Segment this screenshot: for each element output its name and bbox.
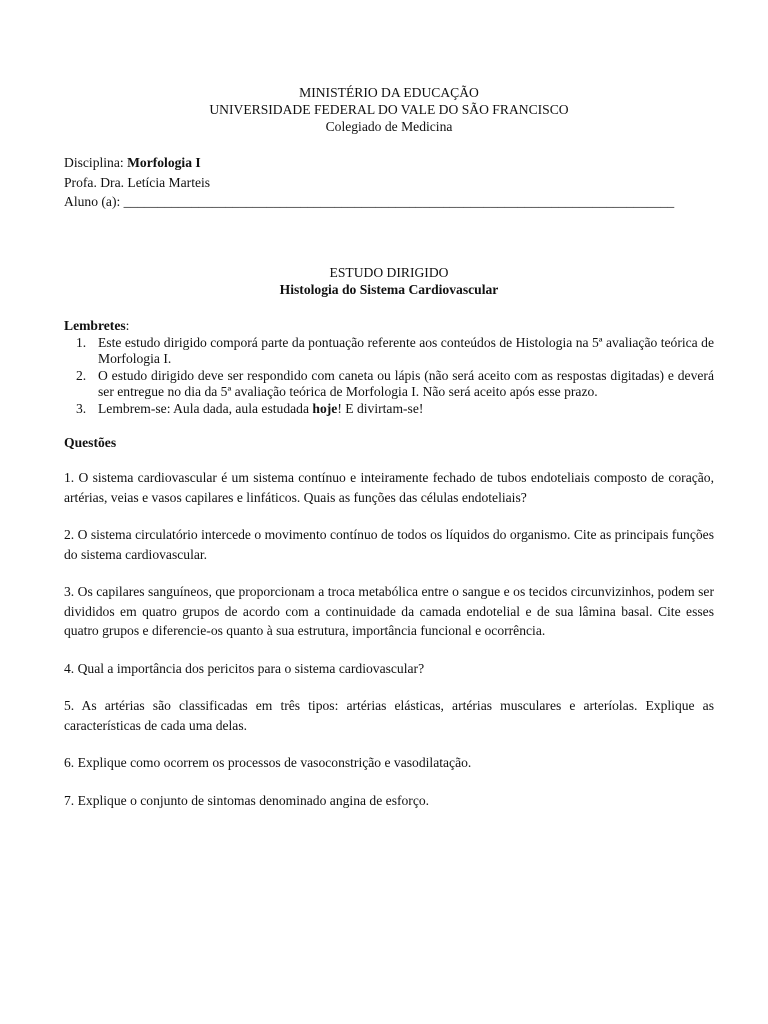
question-item: 6. Explique como ocorrem os processos de vasoconstrição e vasodilatação. <box>64 755 472 770</box>
question-item: 2. O sistema circulatório intercede o movimento contínuo de todos os líquidos do organismo. Cite as principais funções do sistema cardiovascular. <box>64 527 714 562</box>
reminder-number: 2. <box>76 367 87 383</box>
questions-heading: Questões <box>64 435 117 450</box>
reminder-text-before: Lembrem-se: Aula dada, aula estudada <box>98 400 313 416</box>
question-item: 3. Os capilares sanguíneos, que proporcionam a troca metabólica entre o sangue e os tecidos circunvizinhos, podem ser divididos em quatro grupos de acordo com a continuidade da camada endotelial e de sua lâmina basal. Cite esses quatro grupos e diferencie-os quanto à sua estrutura, importância funcional e ocorrência. <box>64 584 714 638</box>
reminder-item <box>76 367 714 401</box>
student-line <box>64 192 714 212</box>
reminders-list <box>64 335 714 418</box>
reminder-item <box>76 400 714 418</box>
reminder-text-after: ! E divirtam-se! <box>337 400 424 416</box>
course-info <box>64 153 714 212</box>
reminders-section <box>64 317 714 418</box>
discipline-line <box>64 153 714 173</box>
assignment-title: ESTUDO DIRIGIDO <box>329 264 449 280</box>
question-item: 5. As artérias são classificadas em três tipos: artérias elásticas, artérias musculares e arteríolas. Explique as características de cada uma delas. <box>64 698 714 733</box>
ministry-title: MINISTÉRIO DA EDUCAÇÃO <box>299 85 479 100</box>
assignment-subtitle: Histologia do Sistema Cardiovascular <box>279 281 499 297</box>
student-label: Aluno (a): <box>64 194 124 209</box>
question-item: 1. O sistema cardiovascular é um sistema contínuo e inteiramente fechado de tubos endoteliais composto de coração, artérias, veias e vasos capilares e linfáticos. Quais as funções das células endoteliais? <box>64 470 714 505</box>
student-name-blank: _________________________________________________________________________________ <box>123 194 675 209</box>
question-item: 4. Qual a importância dos pericitos para o sistema cardiovascular? <box>64 660 425 676</box>
question-item: 7. Explique o conjunto de sintomas denominado angina de esforço. <box>64 792 430 808</box>
discipline-value: Morfologia I <box>127 155 201 170</box>
questions-list <box>64 468 714 810</box>
reminder-text-bold: hoje <box>312 400 338 416</box>
reminder-text: O estudo dirigido deve ser respondido com caneta ou lápis (não será aceito com as respostas digitadas) e deverá ser entregue no dia da 5ª avaliação teórica de Morfologia I. Não será aceito após esse prazo. <box>98 367 714 399</box>
document-page <box>64 84 714 810</box>
college-title: Colegiado de Medicina <box>325 119 453 134</box>
reminder-text: Este estudo dirigido comporá parte da pontuação referente aos conteúdos de Histologia na 5ª avaliação teórica de Morfologia I. <box>98 334 714 366</box>
document-header <box>64 84 714 135</box>
reminders-label: Lembretes <box>64 317 126 333</box>
reminders-colon: : <box>125 317 130 333</box>
assignment-title-block <box>64 264 714 298</box>
university-title: UNIVERSIDADE FEDERAL DO VALE DO SÃO FRANCISCO <box>209 102 569 117</box>
reminder-item <box>76 334 714 368</box>
reminder-number: 3. <box>76 400 87 416</box>
reminder-number: 1. <box>76 334 87 350</box>
professor-line: Profa. Dra. Letícia Marteis <box>64 174 211 190</box>
reminders-heading <box>64 317 714 335</box>
discipline-label: Disciplina: <box>64 155 128 170</box>
